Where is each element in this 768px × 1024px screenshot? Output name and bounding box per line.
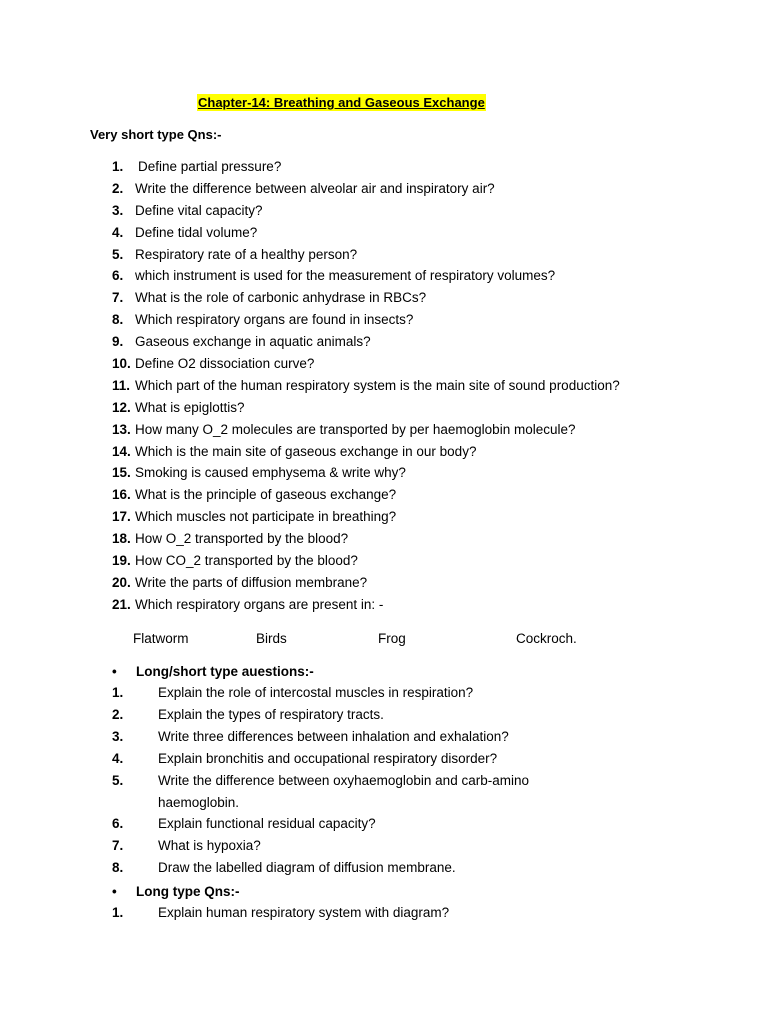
question-text: How CO_2 transported by the blood? [135, 553, 358, 569]
question-text: Explain human respiratory system with diagram? [158, 905, 450, 920]
item-number: 1. [112, 905, 124, 920]
list-item [112, 266, 620, 288]
list-item [112, 507, 620, 529]
organism-birds: Birds [256, 631, 287, 646]
question-text: Define vital capacity? [135, 202, 263, 218]
list-item [112, 310, 620, 332]
item-number: 19. [112, 553, 131, 569]
bullet-icon: • [112, 884, 117, 899]
question-text: Which muscles not participate in breathing? [135, 509, 397, 525]
question-text: Which part of the human respiratory system is the main site of sound production? [135, 377, 620, 393]
item-number: 7. [112, 290, 124, 306]
item-number: 10. [112, 356, 131, 372]
very-short-heading: Very short type Qns:- [90, 127, 222, 142]
list-item [112, 857, 578, 879]
item-number: 3. [112, 728, 124, 744]
question-text: Write the difference between oxyhaemoglobin and carb-amino haemoglobin. [158, 772, 529, 810]
list-item [112, 529, 620, 551]
question-text: Which respiratory organs are found in insects? [135, 312, 414, 328]
item-number: 20. [112, 574, 131, 590]
list-item [112, 551, 620, 573]
item-number: 14. [112, 443, 131, 459]
item-number: 4. [112, 224, 124, 240]
list-item [112, 704, 578, 726]
list-item [112, 223, 620, 245]
question-text: Define tidal volume? [135, 224, 258, 240]
list-item [112, 595, 620, 617]
long-short-heading [112, 662, 314, 681]
item-number: 8. [112, 312, 124, 328]
list-item [112, 726, 578, 748]
list-item [112, 682, 578, 704]
list-item [112, 288, 620, 310]
list-item [112, 332, 620, 354]
list-item [112, 376, 620, 398]
question-text: How O_2 transported by the blood? [135, 531, 349, 547]
question-text: How many O_2 molecules are transported by per haemoglobin molecule? [135, 421, 576, 437]
list-item [112, 442, 620, 464]
question-text: Explain the types of respiratory tracts. [158, 706, 384, 722]
long-type-heading [112, 882, 240, 901]
question-text: What is epiglottis? [135, 399, 245, 415]
item-number: 18. [112, 531, 131, 547]
list-item [112, 813, 578, 835]
item-number: 16. [112, 487, 131, 503]
question-text: Define partial pressure? [138, 159, 282, 174]
very-short-question-list [112, 157, 620, 617]
question-text: Explain the role of intercostal muscles in respiration? [158, 685, 474, 700]
question-text: What is the role of carbonic anhydrase in RBCs? [135, 290, 427, 306]
list-item [112, 354, 620, 376]
item-number: 15. [112, 465, 131, 481]
item-number: 21. [112, 596, 131, 612]
item-number: 6. [112, 268, 124, 284]
section-heading-text: Long/short type auestions:- [136, 664, 314, 679]
item-number: 2. [112, 180, 124, 196]
item-number: 11. [112, 377, 131, 393]
list-item [112, 463, 620, 485]
question-text: Explain bronchitis and occupational respiratory disorder? [158, 750, 498, 766]
list-item [112, 748, 578, 770]
item-number: 17. [112, 509, 131, 525]
item-number: 4. [112, 750, 124, 766]
question-text: Explain functional residual capacity? [158, 816, 376, 832]
item-number: 12. [112, 399, 131, 415]
bullet-icon: • [112, 664, 117, 679]
question-text: What is the principle of gaseous exchange? [135, 487, 397, 503]
organism-cockroach: Cockroch. [516, 631, 577, 646]
item-number: 5. [112, 246, 124, 262]
organism-frog: Frog [378, 631, 406, 646]
item-number: 1. [112, 685, 124, 700]
question-text: What is hypoxia? [158, 838, 261, 854]
item-number: 3. [112, 202, 124, 218]
list-item [112, 573, 620, 595]
item-number: 13. [112, 421, 131, 437]
question-text: Gaseous exchange in aquatic animals? [135, 334, 371, 350]
question-text: Draw the labelled diagram of diffusion membrane. [158, 860, 456, 876]
list-item [112, 157, 620, 179]
list-item [112, 485, 620, 507]
question-text: Define O2 dissociation curve? [135, 356, 315, 372]
list-item [112, 770, 578, 814]
question-text: Write three differences between inhalation and exhalation? [158, 728, 509, 744]
list-item [112, 835, 578, 857]
item-number: 2. [112, 706, 124, 722]
section-heading-text: Long type Qns:- [136, 884, 240, 899]
item-number: 6. [112, 816, 124, 832]
list-item [112, 201, 620, 223]
item-number: 7. [112, 838, 124, 854]
organism-flatworm: Flatworm [133, 631, 189, 646]
item-number: 8. [112, 860, 124, 876]
question-text: Write the parts of diffusion membrane? [135, 574, 368, 590]
long-question-list [112, 902, 578, 924]
list-item [112, 902, 578, 924]
list-item [112, 420, 620, 442]
item-number: 5. [112, 772, 124, 788]
question-text: Smoking is caused emphysema & write why? [135, 465, 406, 481]
page-title: Chapter-14: Breathing and Gaseous Exchange [198, 95, 485, 110]
list-item [112, 179, 620, 201]
long-short-question-list [112, 682, 578, 879]
question-text: Respiratory rate of a healthy person? [135, 246, 358, 262]
item-number: 9. [112, 334, 124, 350]
question-text: which instrument is used for the measurement of respiratory volumes? [135, 268, 556, 284]
question-text: Write the difference between alveolar air and inspiratory air? [135, 180, 495, 196]
question-text: Which is the main site of gaseous exchange in our body? [135, 443, 477, 459]
list-item [112, 245, 620, 267]
list-item [112, 398, 620, 420]
item-number: 1. [112, 159, 124, 174]
question-text: Which respiratory organs are present in: - [135, 596, 384, 612]
